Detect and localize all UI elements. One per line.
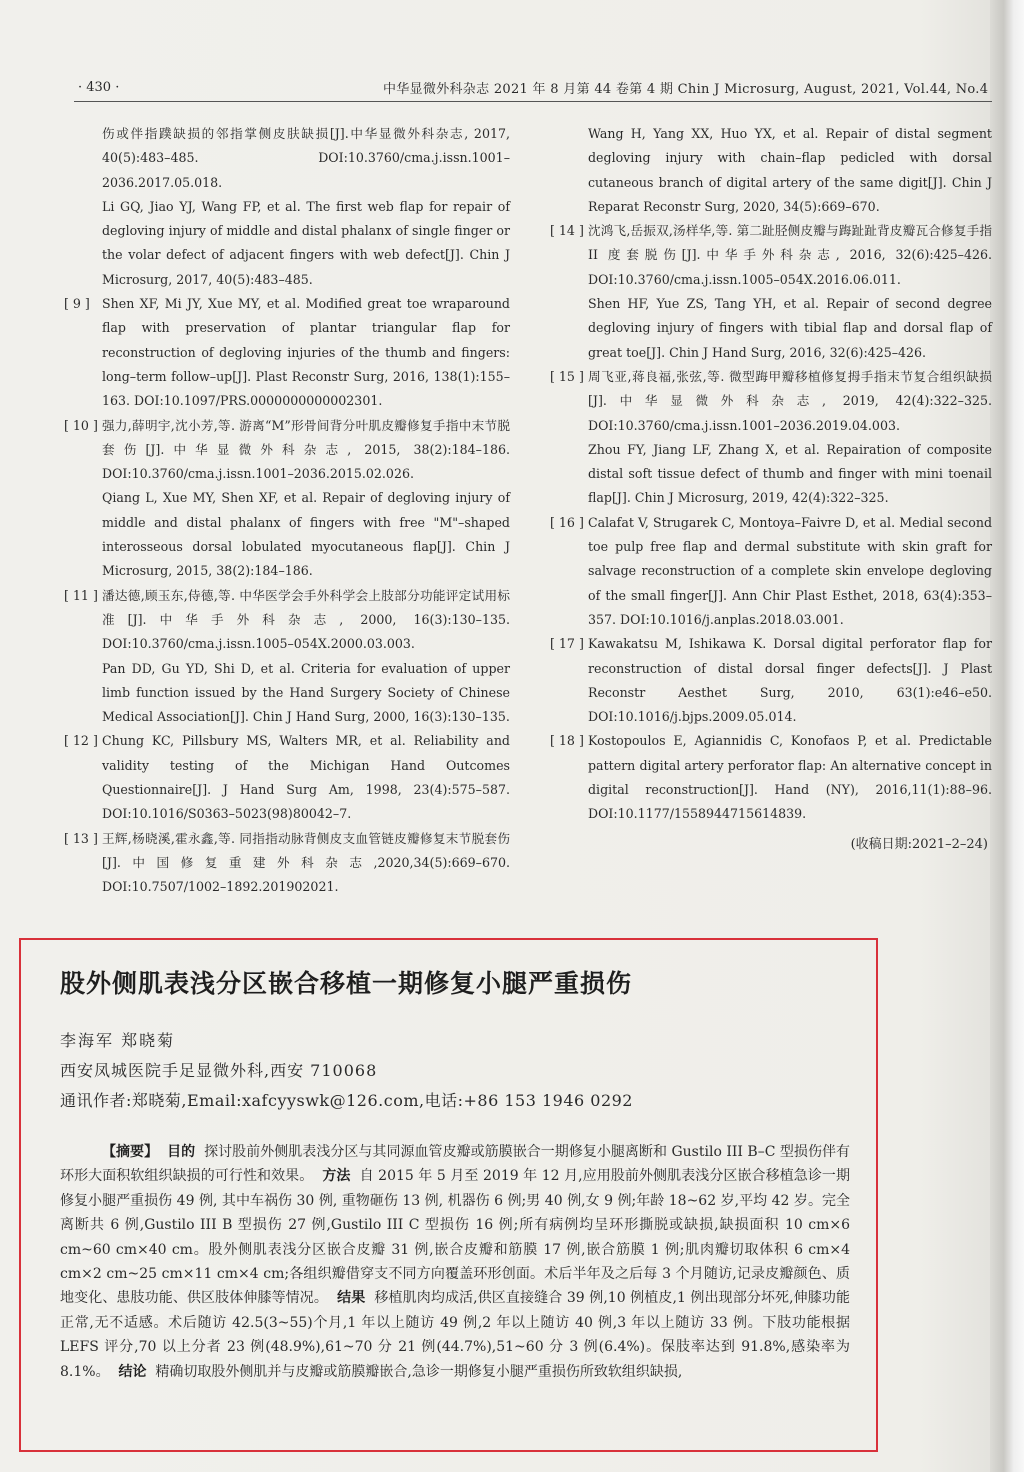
reference-entry [64, 584, 510, 657]
reference-text: 沈鸿飞,岳振双,汤样华,等. 第二趾胫侧皮瓣与踇趾趾背皮瓣瓦合修复手指 II 度套脱伤[J].中华手外科杂志, 2016, 32(6):425–426. DOI:10.3760/cma.j.issn.1005–054X.2016.06.011. [588, 223, 992, 287]
reference-entry [550, 219, 992, 292]
abstract-label: 【摘要】 [102, 1144, 159, 1160]
page-number: · 430 · [78, 80, 120, 95]
reference-number: [ 12 ] [64, 733, 98, 749]
reference-entry [64, 729, 510, 826]
journal-citation-line: 中华显微外科杂志 2021 年 8 月第 44 卷第 4 期 Chin J Microsurg, August, 2021, Vol.44, No.4 [383, 82, 989, 97]
reference-text: 强力,薛明宇,沈小芳,等. 游离“M”形骨间背分叶肌皮瓣修复手指中末节脱套伤[J].中华显微外科杂志, 2015, 38(2):184–186. DOI:10.3760/cma.j.issn.1001–2036.2015.02.026. [102, 417, 510, 482]
reference-text: Qiang L, Xue MY, Shen XF, et al. Repair of degloving injury of middle and distal phalanx of fingers with free "M"–shaped interosseous dorsal lobulated myocutaneous flap[J]. Chin J Microsurg, 2015, 38(2):184–186. [102, 490, 510, 579]
reference-text: Pan DD, Gu YD, Shi D, et al. Criteria for evaluation of upper limb function issued by the Hand Surgery Society of Chinese Medical Association[J]. Chin J Hand Surg, 2000, 16(3):130–135. [102, 660, 510, 725]
reference-text: Calafat V, Strugarek C, Montoya–Faivre D, et al. Medial second toe pulp free flap and dermal substitute with skin graft for salvage reconstruction of a complete skin envelope degloving of the small finger[J]. Ann Chir Plast Esthet, 2018, 63(4):353–357. DOI:10.1016/j.anplas.2018.03.001. [588, 514, 992, 627]
methods-text: 自 2015 年 5 月至 2019 年 12 月,应用股前外侧肌表浅分区嵌合移植急诊一期修复小腿严重损伤 49 例, 其中车祸伤 30 例, 重物砸伤 13 例, 机器伤 6 例;男 40 例,女 9 例;年龄 18~62 岁,平均 42 岁。完全离断共 6 例,Gustilo III B 型损伤 27 例,Gustilo III C 型损伤 16 例;所有病例均呈环形撕脱或缺损,缺损面积 10 cm×6 cm~60 cm×40 cm。股外侧肌表浅分区嵌合皮瓣 31 例,嵌合皮瓣和筋膜 17 例,嵌合筋膜 1 例;肌肉瓣切取体积 6 cm×4 cm×2 cm~25 cm×11 cm×4 cm;各组织瓣借穿支不同方向覆盖环形创面。术后半年及之后每 3 个月随访,记录皮瓣颜色、质地变化、患肢功能、供区肢体伸膝等情况。 [60, 1168, 850, 1307]
reference-number: [ 18 ] [550, 733, 584, 749]
reference-number: [ 16 ] [550, 514, 584, 530]
running-header [0, 78, 1000, 100]
reference-text: 潘达德,顾玉东,侍德,等. 中华医学会手外科学会上肢部分功能评定试用标准[J].中华手外科杂志, 2000, 16(3):130–135. DOI:10.3760/cma.j.issn.1005–054X.2000.03.003. [102, 587, 510, 652]
reference-entry [64, 195, 510, 292]
reference-text: Li GQ, Jiao YJ, Wang FP, et al. The first web flap for repair of degloving injury of middle and distal phalanx of single finger or the volar defect of adjacent fingers with web defect[J]. Chin J Microsurg, 2017, 40(5):483–485. [102, 198, 510, 287]
article-affiliation: 西安凤城医院手足显微外科,西安 710068 [60, 1061, 378, 1080]
corresponding-author: 通讯作者:郑晓菊,Email:xafcyyswk@126.com,电话:+86 153 1946 0292 [60, 1091, 633, 1110]
references-left-column [64, 122, 510, 900]
reference-text: Shen HF, Yue ZS, Tang YH, et al. Repair of second degree degloving injury of fingers with tibial flap and dorsal flap of great toe[J]. Chin J Hand Surg, 2016, 32(6):425–426. [588, 296, 992, 360]
reference-text: 伤或伴指蹼缺损的邻指掌侧皮肤缺损[J].中华显微外科杂志, 2017, 40(5):483–485. DOI:10.3760/cma.j.issn.1001–2036.2017.05.018. [102, 126, 510, 190]
article-title: 股外侧肌表浅分区嵌合移植一期修复小腿严重损伤 [60, 969, 633, 998]
reference-entry [550, 292, 992, 365]
reference-text: Shen XF, Mi JY, Xue MY, et al. Modified great toe wraparound flap with preservation of plantar triangular flap for reconstruction of degloving injuries of the thumb and fingers: long–term follow–up[J]. Plast Reconstr Surg, 2016, 138(1):155–163. DOI:10.1097/PRS.0000000000002301. [102, 296, 510, 409]
methods-label: 方法 [322, 1168, 351, 1185]
reference-text: Chung KC, Pillsbury MS, Walters MR, et al. Reliability and validity testing of the Michigan Hand Outcomes Questionnaire[J]. J Hand Surg Am, 1998, 23(4):575–587. DOI:10.1016/S0363–5023(98)80042–7. [102, 733, 510, 822]
page-edge-shadow [990, 0, 1024, 1472]
reference-entry [550, 365, 992, 438]
reference-number: [ 15 ] [550, 368, 584, 384]
reference-number: [ 17 ] [550, 636, 584, 652]
reference-entry [550, 122, 992, 219]
reference-text: Kawakatsu M, Ishikawa K. Dorsal digital perforator flap for reconstruction of distal dorsal finger defects[J]. J Plast Reconstr Aesthet Surg, 2010, 63(1):e46–e50. DOI:10.1016/j.bjps.2009.05.014. [588, 636, 992, 725]
reference-number: [ 13 ] [64, 830, 98, 846]
reference-entry [64, 486, 510, 583]
objective-label: 目的 [167, 1144, 196, 1160]
reference-entry [64, 292, 510, 413]
reference-text: Kostopoulos E, Agiannidis C, Konofaos P, et al. Predictable pattern digital artery perforator flap: An alternative concept in digital reconstruction[J]. Hand (NY), 2016,11(1):88–96. DOI:10.1177/1558944715614839. [588, 733, 992, 822]
references-right-column [550, 122, 992, 857]
results-text: 移植肌肉均成活,供区直接缝合 39 例,10 例植皮,1 例出现部分坏死,伸膝功能正常,无不适感。术后随访 42.5(3~55)个月,1 年以上随访 49 例,2 年以上随访 40 例,3 年以上随访 33 例。下肢功能根据 LEFS 评分,70 以上分者 23 例(48.9%),61~70 分 21 例(44.7%),51~60 分 3 例(6.4%)。保肢率达到 91.8%,感染率为 8.1%。 [60, 1290, 850, 1380]
reference-text: 王辉,杨晓溪,霍永鑫,等. 同指指动脉背侧皮支血管链皮瓣修复末节脱套伤[J].中国修复重建外科杂志,2020,34(5):669–670. DOI:10.7507/1002–1892.201902021. [102, 830, 510, 895]
reference-number: [ 14 ] [550, 223, 584, 239]
conclusion-text: 精确切取股外侧肌并与皮瓣或筋膜瓣嵌合,急诊一期修复小腿严重损伤所致软组织缺损, [155, 1363, 683, 1380]
reference-number: [ 11 ] [64, 587, 98, 603]
reference-entry [550, 438, 992, 511]
reference-text: 周飞亚,蒋良福,张弦,等. 微型踇甲瓣移植修复拇手指末节复合组织缺损[J].中华显微外科杂志, 2019, 42(4):322–325. DOI:10.3760/cma.j.issn.1001–2036.2019.04.003. [588, 368, 992, 433]
reference-text: Zhou FY, Jiang LF, Zhang X, et al. Repairation of composite distal soft tissue defect of thumb and finger with mini toenail flap[J]. Chin J Microsurg, 2019, 42(4):322–325. [588, 441, 992, 506]
reference-number: [ 10 ] [64, 417, 98, 433]
received-date: (收稿日期:2021–2–24) [850, 836, 988, 852]
reference-number: [ 9 ] [64, 296, 90, 312]
reference-entry [64, 657, 510, 730]
article-authors: 李海军 郑晓菊 [60, 1031, 176, 1050]
results-label: 结果 [337, 1290, 366, 1307]
article-abstract [60, 1140, 850, 1384]
reference-entry [550, 632, 992, 729]
header-rule [74, 101, 992, 102]
reference-entry [64, 122, 510, 195]
reference-entry [64, 827, 510, 900]
conclusion-label: 结论 [118, 1363, 147, 1380]
reference-entry [550, 511, 992, 632]
reference-text: Wang H, Yang XX, Huo YX, et al. Repair of distal segment degloving injury with chain–flap pedicled with dorsal cutaneous branch of digital artery of the same digit[J]. Chin J Reparat Reconstr Surg, 2020, 34(5):669–670. [588, 126, 992, 214]
objective-text: 探讨股前外侧肌表浅分区与其同源血管皮瓣或筋膜嵌合一期修复小腿离断和 Gustilo III B–C 型损伤伴有环形大面积软组织缺损的可行性和效果。 [60, 1144, 851, 1185]
reference-entry [550, 729, 992, 826]
reference-entry [64, 414, 510, 487]
